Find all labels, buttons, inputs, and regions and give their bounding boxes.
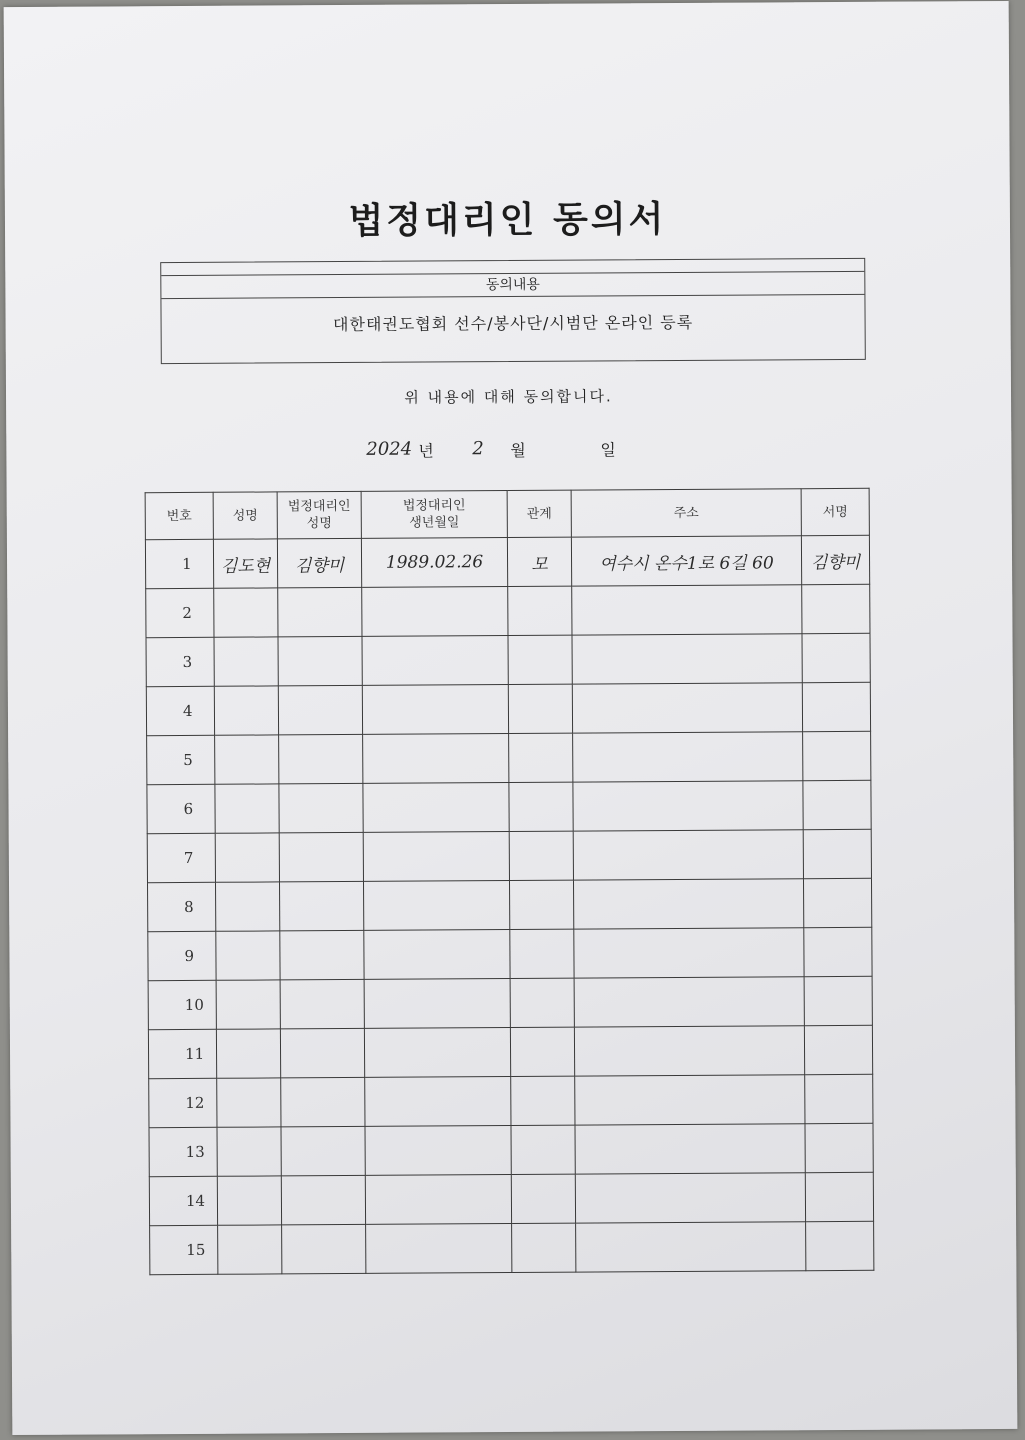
table-header-row — [145, 488, 869, 539]
cell-no: 14 — [149, 1176, 217, 1225]
cell-address — [574, 928, 804, 978]
date-month: 2 — [472, 438, 484, 460]
cell-signature — [805, 1172, 873, 1221]
cell-name — [217, 1078, 281, 1127]
cell-rep-birth — [362, 636, 508, 686]
cell-address — [575, 1124, 805, 1174]
cell-rep-birth — [365, 1077, 511, 1127]
date-day-label: 일 — [600, 440, 616, 460]
table-row — [148, 927, 872, 980]
cell-signature — [803, 731, 871, 780]
table-row — [147, 780, 871, 833]
header-rep-name-line2: 성명 — [306, 516, 332, 532]
table-row — [149, 1074, 873, 1127]
cell-signature: 김향미 — [801, 535, 869, 584]
table-row — [147, 829, 871, 882]
cell-rep-name — [279, 881, 363, 931]
agreement-statement: 위 내용에 대해 동의합니다. — [404, 387, 613, 407]
cell-signature — [806, 1221, 874, 1270]
cell-no: 4 — [146, 686, 214, 735]
table-row — [147, 731, 871, 784]
cell-rep-name — [281, 1077, 365, 1127]
agreement-header: 동의내용 — [161, 271, 864, 299]
cell-rep-name: 김향미 — [277, 538, 361, 588]
cell-rep-birth — [363, 881, 509, 931]
table-row — [150, 1221, 874, 1274]
cell-relation — [508, 586, 572, 635]
cell-rep-birth — [364, 1028, 510, 1078]
cell-address — [574, 1026, 804, 1076]
cell-name — [216, 931, 280, 980]
cell-address — [576, 1222, 806, 1272]
cell-address — [572, 683, 802, 733]
cell-name — [216, 980, 280, 1029]
table-row — [149, 1123, 873, 1176]
table-row — [149, 1172, 873, 1225]
cell-name: 김도현 — [213, 539, 277, 588]
cell-rep-birth — [365, 1175, 511, 1225]
header-rep-name — [277, 491, 361, 539]
cell-relation — [511, 1125, 575, 1174]
cell-rep-name — [278, 587, 362, 637]
cell-address — [574, 977, 804, 1027]
cell-rep-name — [279, 783, 363, 833]
cell-rep-name — [281, 1175, 365, 1225]
cell-rep-name — [280, 979, 364, 1029]
cell-no: 11 — [148, 1029, 216, 1078]
cell-name — [215, 735, 279, 784]
table-row — [146, 633, 870, 686]
cell-relation — [510, 978, 574, 1027]
cell-rep-name — [280, 1028, 364, 1078]
cell-address — [575, 1075, 805, 1125]
cell-signature — [802, 682, 870, 731]
cell-no: 7 — [147, 833, 215, 882]
header-rep-name-line1: 법정대리인 — [287, 498, 351, 515]
cell-signature — [803, 780, 871, 829]
cell-relation — [509, 831, 573, 880]
cell-rep-birth — [363, 783, 509, 833]
cell-signature — [805, 1074, 873, 1123]
cell-signature — [802, 584, 870, 633]
cell-no: 9 — [148, 931, 216, 980]
header-rep-birth — [361, 491, 507, 539]
cell-name — [217, 1127, 281, 1176]
cell-no: 15 — [150, 1225, 218, 1274]
cell-rep-birth — [362, 587, 508, 637]
cell-address — [572, 585, 802, 635]
table-row — [148, 1025, 872, 1078]
paper-sheet — [4, 1, 1018, 1435]
cell-relation — [509, 880, 573, 929]
date-month-label: 월 — [510, 440, 526, 460]
agreement-box — [160, 258, 866, 364]
cell-relation — [510, 1027, 574, 1076]
date-line — [366, 435, 626, 467]
cell-rep-birth — [363, 832, 509, 882]
header-no: 번호 — [145, 492, 213, 539]
cell-signature — [803, 878, 871, 927]
cell-relation — [508, 635, 572, 684]
cell-name — [218, 1225, 282, 1274]
cell-relation — [510, 929, 574, 978]
cell-rep-name — [280, 930, 364, 980]
cell-rep-name — [281, 1126, 365, 1176]
header-rep-birth-line2: 생년월일 — [409, 515, 460, 531]
table-row — [148, 976, 872, 1029]
cell-signature — [804, 976, 872, 1025]
cell-rep-name — [279, 832, 363, 882]
document-title: 법정대리인 동의서 — [348, 199, 667, 242]
cell-signature — [803, 829, 871, 878]
cell-no: 12 — [149, 1078, 217, 1127]
cell-no: 6 — [147, 784, 215, 833]
cell-no: 2 — [146, 588, 214, 637]
cell-relation — [509, 733, 573, 782]
registration-table — [145, 488, 875, 1275]
cell-address — [572, 634, 802, 684]
header-relation: 관계 — [507, 490, 571, 537]
table-row — [147, 878, 871, 931]
table-row — [146, 682, 870, 735]
cell-rep-birth: 1989.02.26 — [361, 538, 507, 588]
cell-rep-birth — [364, 979, 510, 1029]
cell-relation: 모 — [507, 537, 571, 586]
table-row — [145, 535, 869, 588]
cell-signature — [804, 927, 872, 976]
cell-rep-birth — [365, 1126, 511, 1176]
cell-address — [575, 1173, 805, 1223]
cell-name — [214, 686, 278, 735]
header-rep-birth-line1: 법정대리인 — [402, 498, 466, 514]
cell-address — [573, 879, 803, 929]
cell-rep-birth — [364, 930, 510, 980]
cell-signature — [804, 1025, 872, 1074]
cell-name — [217, 1176, 281, 1225]
cell-rep-name — [279, 734, 363, 784]
cell-rep-name — [278, 685, 362, 735]
cell-name — [216, 1029, 280, 1078]
cell-address — [573, 781, 803, 831]
cell-relation — [509, 782, 573, 831]
cell-relation — [511, 1076, 575, 1125]
cell-rep-name — [282, 1224, 366, 1274]
cell-name — [215, 784, 279, 833]
cell-relation — [512, 1223, 576, 1272]
cell-name — [215, 833, 279, 882]
cell-signature — [805, 1123, 873, 1172]
header-signature: 서명 — [801, 488, 869, 535]
cell-no: 10 — [148, 980, 216, 1029]
cell-address — [573, 732, 803, 782]
cell-no: 3 — [146, 637, 214, 686]
date-year: 2024 — [366, 438, 413, 460]
cell-no: 13 — [149, 1127, 217, 1176]
cell-rep-birth — [363, 734, 509, 784]
cell-no: 1 — [145, 539, 213, 588]
agreement-content: 대한태권도협회 선수/봉사단/시범단 온라인 등록 — [332, 312, 694, 335]
cell-signature — [802, 633, 870, 682]
cell-relation — [511, 1174, 575, 1223]
cell-no: 8 — [147, 882, 215, 931]
cell-address: 여수시 온수1로 6길 60 — [571, 536, 801, 586]
header-address: 주소 — [571, 489, 801, 537]
date-year-label: 년 — [418, 441, 434, 461]
cell-address — [573, 830, 803, 880]
header-name: 성명 — [213, 492, 277, 539]
cell-name — [214, 588, 278, 637]
cell-no: 5 — [147, 735, 215, 784]
cell-name — [214, 637, 278, 686]
cell-rep-birth — [366, 1224, 512, 1274]
cell-rep-name — [278, 636, 362, 686]
cell-name — [215, 882, 279, 931]
cell-rep-birth — [362, 685, 508, 735]
table-row — [146, 584, 870, 637]
cell-relation — [508, 684, 572, 733]
